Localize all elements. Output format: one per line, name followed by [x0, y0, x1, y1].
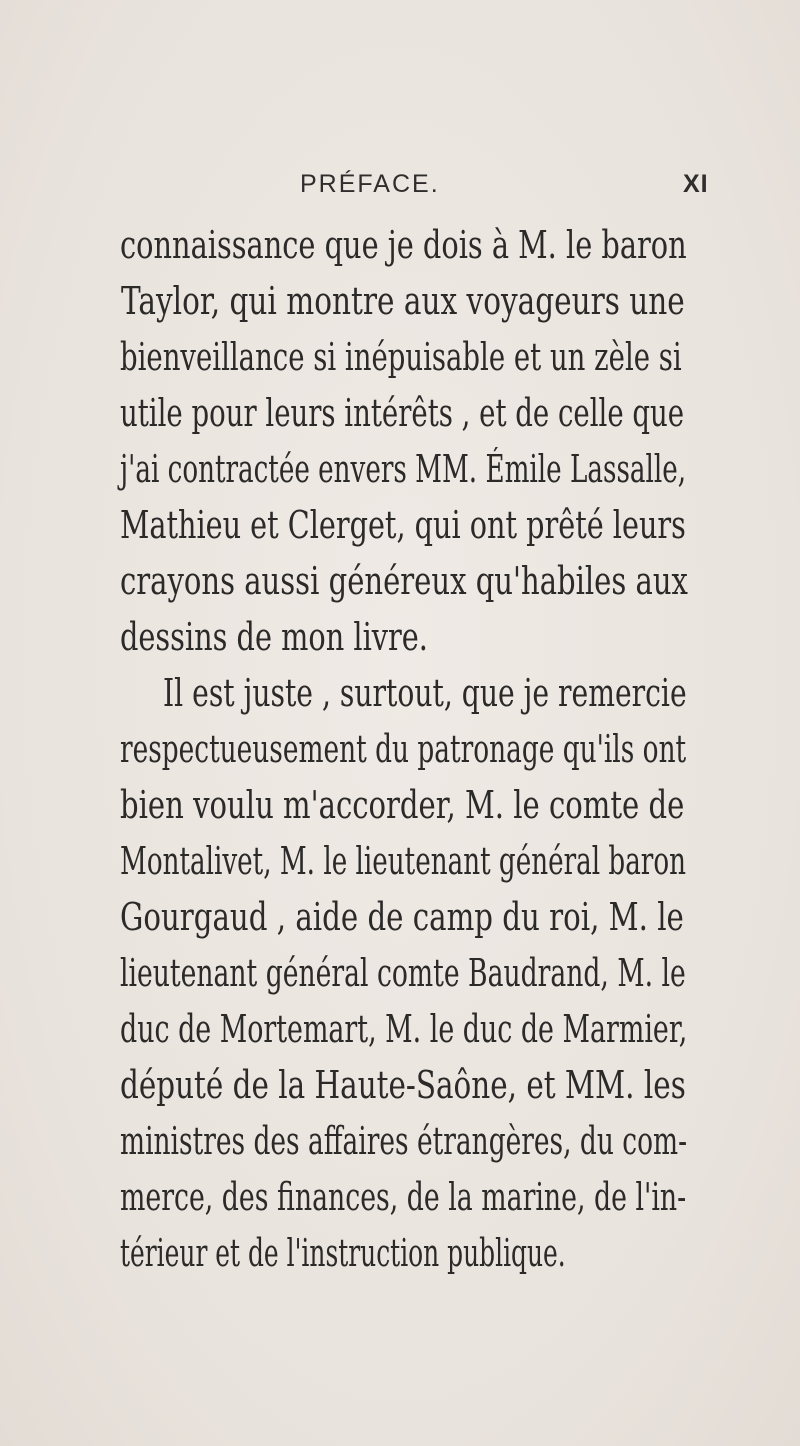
text-line: ministres des affaires étrangères, du com- [120, 1119, 687, 1163]
text-line: utile pour leurs intérêts , et de celle que [120, 391, 685, 435]
text-line: député de la Haute-Saône, et MM. les [120, 1063, 686, 1107]
paragraph-start-line: Il est juste , surtout, que je remercie [163, 671, 687, 715]
page-number: XI [683, 170, 709, 198]
text-line: j'ai contractée envers MM. Émile Lassalle, [120, 447, 687, 491]
text-line: respectueusement du patronage qu'ils ont [120, 727, 687, 771]
text-line: Montalivet, M. le lieutenant général baron [120, 839, 686, 883]
text-line: duc de Mortemart, M. le duc de Marmier, [120, 1007, 688, 1051]
text-line: térieur et de l'instruction publique. [120, 1231, 566, 1275]
text-line: merce, des finances, de la marine, de l'in- [120, 1175, 687, 1219]
text-line: bienveillance si inépuisable et un zèle si [120, 335, 682, 379]
text-line: Mathieu et Clerget, qui ont prêté leurs [120, 503, 686, 547]
text-line: dessins de mon livre. [120, 615, 428, 659]
text-line: Taylor, qui montre aux voyageurs une [121, 279, 685, 323]
text-line: lieutenant général comte Baudrand, M. le [120, 951, 686, 995]
text-line: connaissance que je dois à M. le baron [120, 223, 687, 267]
running-title: PRÉFACE. [300, 170, 440, 198]
text-line: bien voulu m'accorder, M. le comte de [120, 783, 685, 827]
text-line: crayons aussi généreux qu'habiles aux [120, 559, 688, 603]
text-line: Gourgaud , aide de camp du roi, M. le [120, 895, 684, 939]
